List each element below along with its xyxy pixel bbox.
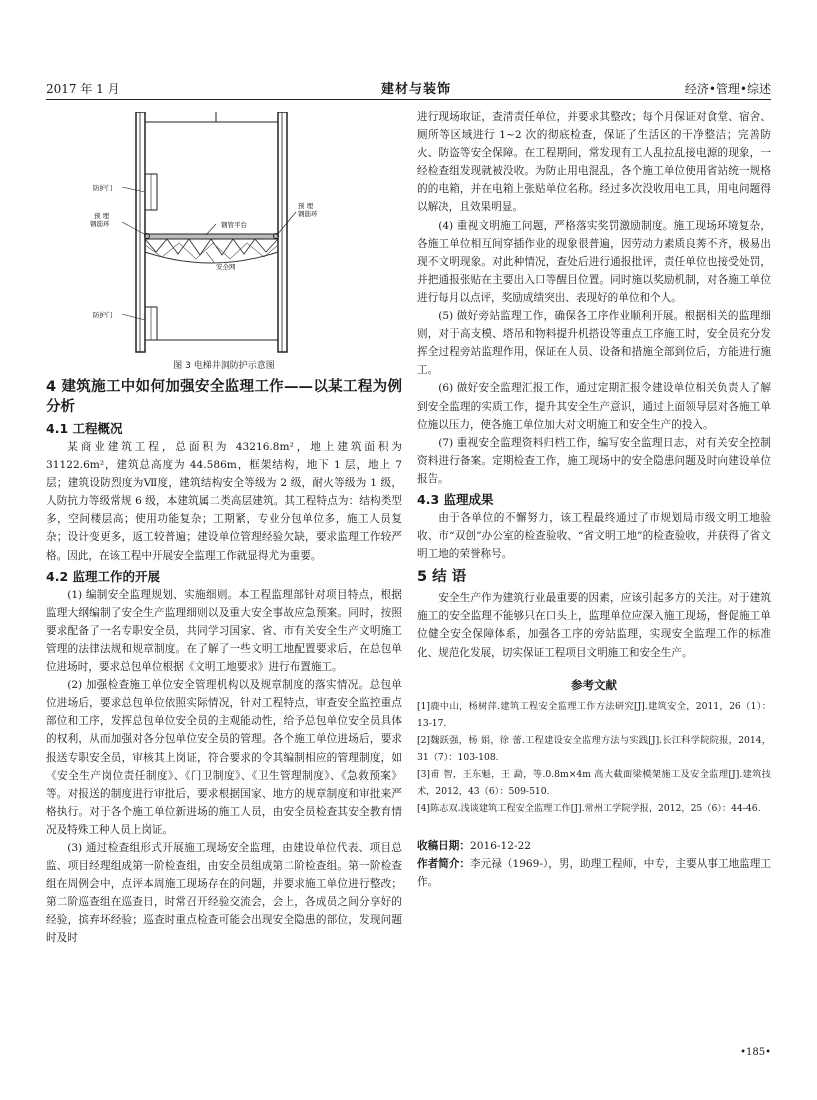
received-value: 2016-12-22 [469,839,532,852]
section-4-2-title: 4.2 监理工作的开展 [46,568,160,584]
reference-item: [2]魏跃强，杨 娟，徐 蕾.工程建设安全监理方法与实践[J].长江科学院院报，2014，31（7）：103-108. [417,734,771,763]
reference-item: [3]甫 智，王东魁，王 勐，等.0.8m×4m 高大截面梁模架施工及安全监理[J].建筑技术，2012，43（6）：509-510. [417,768,771,797]
section-4-1-title: 4.1 工程概况 [46,421,123,436]
author-value: 李元禄（1969-），男，助理工程师，中专，主要从事工地监理工作。 [417,857,771,888]
section-5-title: 5 结 语 [417,569,467,586]
label-safety-net: 安全网 [216,263,236,271]
paragraph: (1) 编制安全监理规划、实施细则。本工程监理部针对项目特点，根据监理大纲编制了安全生产监理细则以及重大安全事故应急预案。同时，按照要求配备了一名专职安全员，共同学习国家、省、市有关安全生产文明施工管理的法律法规和规章制度。在了解了一些文明工地配置要求后，在总包单位进场时，要求总包单位根据《文明工地要求》进行布置施工。 [46,588,402,674]
section-4-3-title: 4.3 监理成果 [417,491,494,507]
paragraph: 进行现场取证，查清责任单位，并要求其整改；每个月保证对食堂、宿舍、厕所等区域进行 1~2 次的彻底检查，保证了生活区的干净整洁；完善防火、防盗等安全保障。在工程期间，常发现有工人乱拉乱接电源的现象，一经检查组发现就被没收。为防止用电混乱，各个施工单位使用省站统一规格的的电箱，并在电箱上张贴单位名称。经过多次没收用电工具，用电问题得以解决，且效果明显。 [417,111,771,214]
references-title: 参考文献 [571,677,617,692]
label-embed-right-1: 预 埋 [298,202,314,210]
page-number: •185• [740,1047,771,1058]
header-section: 经济•管理•综述 [684,82,771,96]
journal-name: 建材与装饰 [381,82,452,97]
label-embed-right-2: 钢筋环 [298,210,318,218]
paragraph: 安全生产作为建筑行业最重要的因素，应该引起多方的关注。对于建筑施工的安全监理不能够只在口头上，监理单位应深入施工现场，督促施工单位健全安全保障体系，加强各工序的旁站监理，实现安全监理工作的标准化、规范化发展，切实保证工程项目文明施工和安全生产。 [417,592,771,659]
paragraph: 由于各单位的不懈努力，该工程最终通过了市规划局市级文明工地验收、市“双创”办公室的检查验收、“省文明工地”的检查验收，并获得了省文明工地的荣誉称号。 [417,511,771,561]
section-4-title: 4 建筑施工中如何加强安全监理工作——以某工程为例分析 [46,379,402,415]
label-platform: 钢管平台 [221,221,247,229]
label-embed-left-2: 钢筋环 [90,220,110,228]
elevator-shaft-figure [46,112,402,357]
figure-caption: 图 3 电梯井洞防护示意图 [173,361,275,371]
steel-platform [145,234,278,239]
right-column [417,108,771,891]
author-label: 作者简介： [417,857,471,870]
received-date [417,837,771,855]
paragraph: (3) 通过检查组形式开展施工现场安全监理，由建设单位代表、项目总监、项目经理组成第一阶检查组，由安全员组成第二阶检查组。第一阶检查组在周例会中，点评本周施工现场存在的问题，并要求施工单位进行整改；第二阶巡查组在巡查日，时常召开经验交流会，会上，各成员之间分享好的经验，摈弃坏经验；巡查时重点检查可能会出现安全隐患的部位，发现问题时及时 [46,841,402,945]
left-column [46,112,402,948]
label-guard-door-top: 防护门 [93,184,113,192]
paragraph: (5) 做好旁站监理工作，确保各工序作业顺利开展。根据相关的监理细则，对于高支模、塔吊和物料提升机搭设等重点工序施工时，安全员充分发挥全过程旁站监理作用，保证在人员、设备和措施全部到位后，方能进行施工。 [417,310,771,377]
received-label: 收稿日期： [417,839,470,852]
label-embed-left-1: 预 埋 [94,212,110,220]
label-guard-door-bottom: 防护门 [93,311,113,319]
header-date: 2017 年 1 月 [46,82,120,96]
elevator-shaft-diagram [46,112,402,357]
paragraph: (2) 加强检查施工单位安全管理机构以及规章制度的落实情况。总包单位进场后，要求总包单位依照实际情况，针对工程特点，审查安全监控重点部位和工序，发挥总包单位安全员的主观能动性，给予总包单位安全员具体的权利，从而加强对各分包单位安全员的管理。各个施工单位进场后，要求报送专职安全员，审核其上岗证，符合要求的令其编制相应的管理制度，如《安全生产岗位责任制度》、《门卫制度》、《卫生管理制度》、《急救预案》等。对报送的制度进行审批后，要求根据国家、地方的规章制度和审批来严格执行。对于各个施工单位新进场的施工人员，由安全员检查其安全教育情况及特殊工种人员上岗证。 [46,679,402,836]
paragraph: (6) 做好安全监理汇报工作，通过定期汇报令建设单位相关负责人了解到安全监理的实质工作，提升其安全生产意识，通过上面领导层对各施工单位施以压力，使各施工单位加大对文明施工和安全生产的投入。 [417,382,771,431]
author-info [417,855,771,891]
safety-net [145,239,278,255]
paragraph: (4) 重视文明施工问题，严格落实奖罚激励制度。施工现场环境复杂，各施工单位相互间穿插作业的现象很普遍，因劳动力素质良莠不齐，极易出现不文明现象。对此种情况，查处后进行通报批评，责任单位也接受处罚，并把通报张贴在主要出入口等醒目位置。同时施以奖励机制，对各施工单位进行每月以点评，奖励成绩突出、表现好的单位和个人。 [417,219,771,304]
reference-item: [4]陈志双.浅谈建筑工程安全监理工作[J].常州工学院学报，2012，25（6）：44-46. [417,802,761,814]
page-header [46,78,771,100]
reference-item: [1]鹿中山，杨树萍.建筑工程安全监理工作方法研究[J].建筑安全，2011，26（1）：13-17. [417,700,771,729]
paragraph: (7) 重视安全监理资料归档工作，编写安全监理日志，对有关安全控制资料进行备案。定期检查工作，施工现场中的安全隐患问题及时向建设单位报告。 [417,436,771,485]
paragraph: 某商业建筑工程，总面积为 43216.8m²，地上建筑面积为 31122.6m²，建筑总高度为 44.586m，框架结构，地下 1 层，地上 7 层；建筑设防烈度为Ⅶ度，建筑结构安全等级为 2 级，耐火等级为 1 级，人防抗力等级常规 6 级，本建筑属二类高层建筑。其工程特点为：结构类型多，空间楼层高；使用功能复杂；工期紧，专业分包单位多，施工人员复杂；设计变更多，返工较普遍；建设单位管理经验欠缺，要求监理工作较严格。因此，在该工程中开展安全监理工作就显得尤为重要。 [46,441,402,562]
